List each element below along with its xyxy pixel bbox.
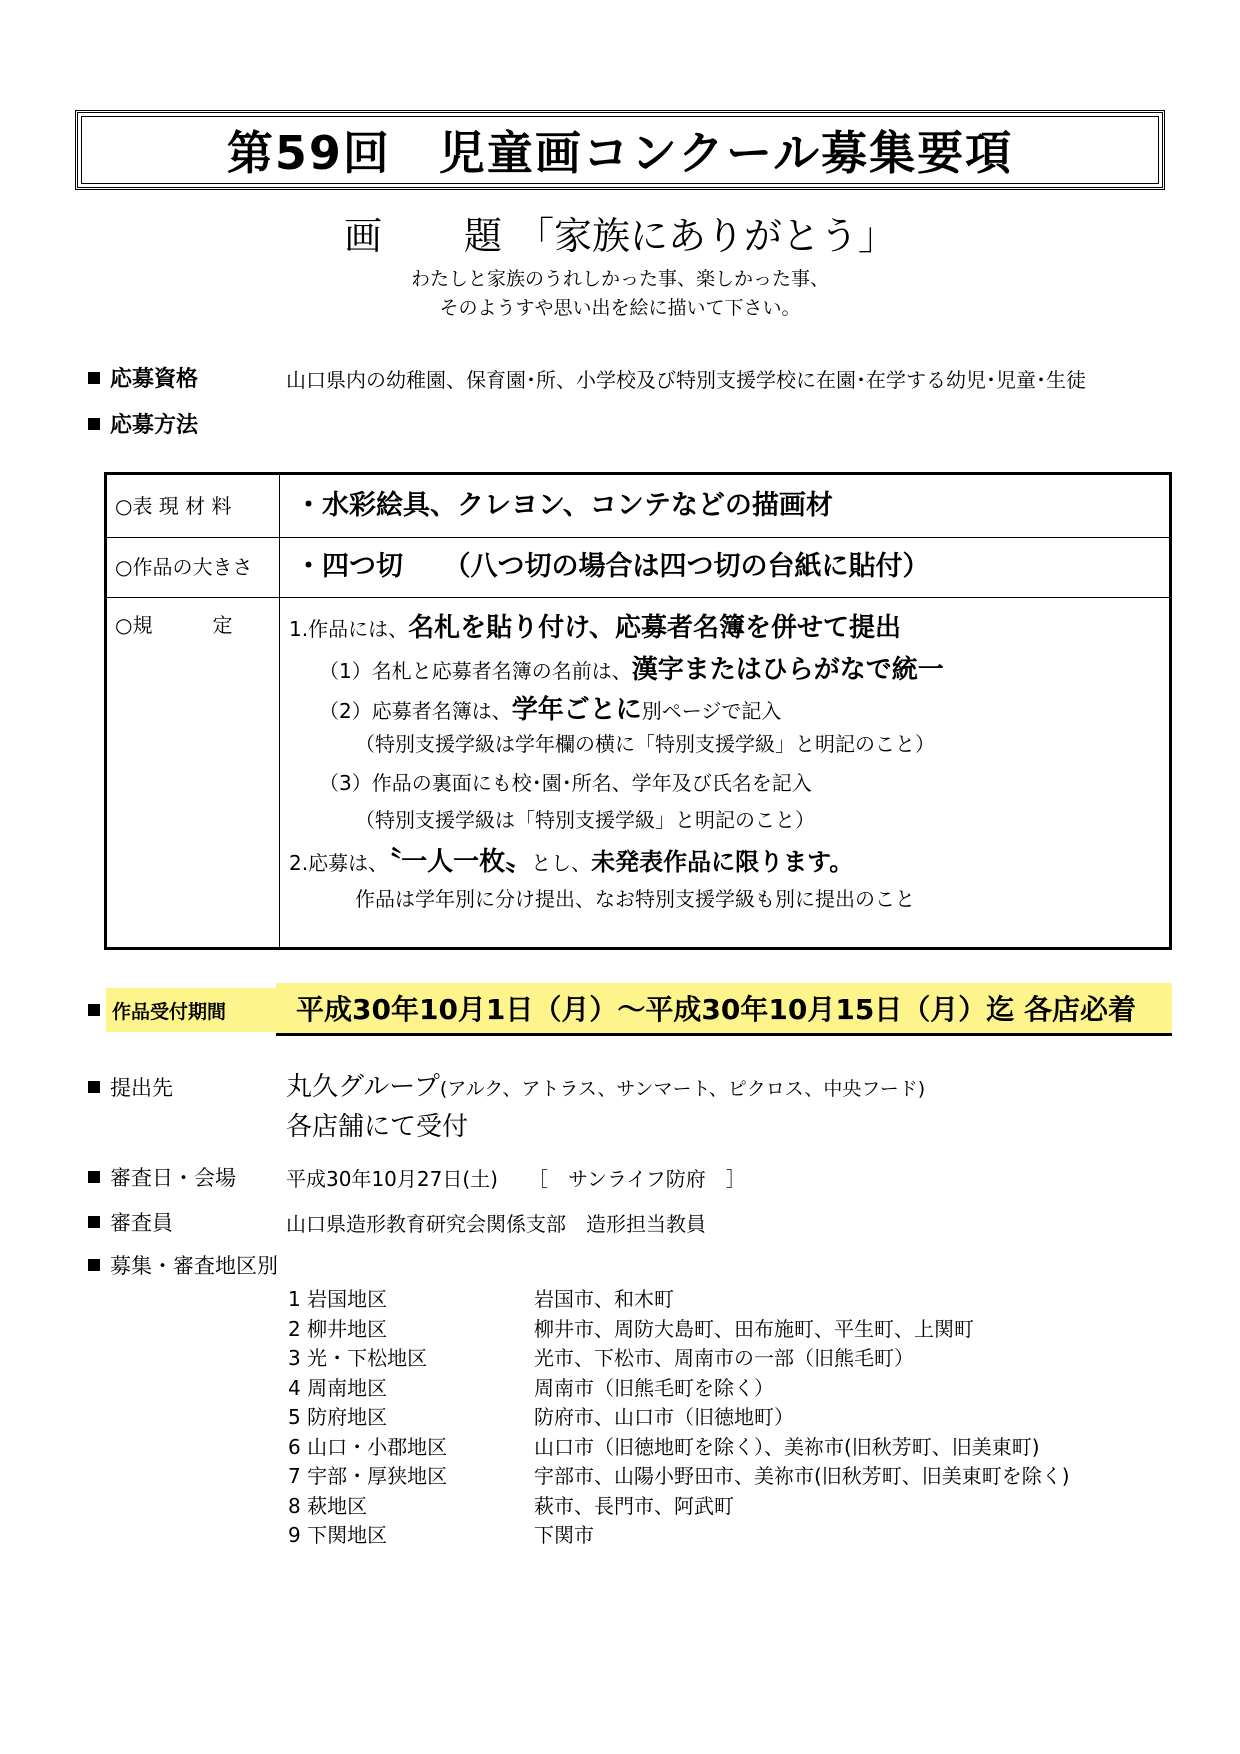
bullet-square-icon — [88, 1259, 100, 1271]
submit-heading — [88, 1072, 173, 1102]
judging-value: 平成30年10月27日(土) ［ サンライフ防府 ］ — [286, 1167, 746, 1191]
district-name: 8 萩地区 — [288, 1493, 368, 1518]
method-label: 応募方法 — [110, 413, 199, 438]
rule-1-1: （1）名札と応募者名簿の名前は、漢字またはひらがなで統一 — [319, 655, 944, 685]
district-area: 宇部市、山陽小野田市、美祢市(旧秋芳町、旧美東町を除く) — [534, 1464, 1070, 1488]
district-name: 5 防府地区 — [288, 1405, 388, 1429]
theme — [0, 205, 1240, 260]
method-table — [104, 472, 1172, 950]
title-box — [75, 110, 1165, 190]
theme-desc-1: わたしと家族のうれしかった事、楽しかった事、 — [410, 268, 829, 290]
district-area: 周南市（旧熊毛町を除く） — [534, 1375, 774, 1400]
district-name: 3 光・下松地区 — [288, 1346, 428, 1370]
rule-1-3-note: （特別支援学級は「特別支援学級」と明記のこと） — [355, 808, 815, 832]
period-underline — [276, 1033, 1172, 1036]
bullet-square-icon — [88, 1004, 100, 1016]
rule-2: 2.応募は、〝一人一枚〟とし、未発表作品に限ります。 — [289, 847, 854, 877]
district-name: 6 山口・小郡地区 — [288, 1434, 448, 1459]
district-name: 4 周南地区 — [288, 1375, 388, 1400]
rule-1-3: （3）作品の裏面にも校･園･所名、学年及び氏名を記入 — [319, 771, 812, 795]
district-area: 光市、下松市、周南市の一部（旧熊毛町） — [534, 1346, 914, 1370]
period-value: 平成30年10月1日（月）～平成30年10月15日（月）迄 各店必着 — [276, 983, 1172, 1033]
bullet-square-icon — [88, 1171, 100, 1183]
rule-1-2-note: （特別支援学級は学年欄の横に「特別支援学級」と明記のこと） — [355, 732, 935, 756]
district-area: 山口市（旧徳地町を除く）、美祢市(旧秋芳町、旧美東町) — [534, 1434, 1040, 1459]
eligibility-label: 応募資格 — [110, 367, 199, 392]
theme-label: 画 題 — [343, 214, 524, 258]
judges-label: 審査員 — [110, 1211, 173, 1235]
theme-desc-2: そのようすや思い出を絵に描いて下さい。 — [439, 297, 801, 319]
judging-label: 審査日・会場 — [110, 1166, 236, 1190]
district-area: 下関市 — [534, 1523, 594, 1547]
size-label: ○作品の大きさ — [107, 537, 280, 597]
submit-value: 丸久グループ(アルク、アトラス、サンマート、ピクロス、中央フード) — [286, 1072, 926, 1102]
method-heading — [88, 408, 198, 439]
district-name: 7 宇部・厚狭地区 — [288, 1464, 448, 1488]
judging-heading — [88, 1162, 236, 1192]
submit-value-line2: 各店舗にて受付 — [286, 1112, 469, 1142]
bullet-square-icon — [88, 372, 100, 384]
page-title: 第59回 児童画コンクール募集要項 — [226, 126, 1014, 180]
district-area: 萩市、長門市、阿武町 — [534, 1493, 734, 1518]
eligibility-value: 山口県内の幼稚園、保育園･所、小学校及び特別支援学校に在園･在学する幼児･児童･生徒 — [286, 368, 1086, 392]
rule-2-note: 作品は学年別に分け提出、なお特別支援学級も別に提出のこと — [355, 887, 915, 911]
district-name: 9 下関地区 — [288, 1523, 388, 1547]
judges-heading — [88, 1207, 173, 1237]
submit-label: 提出先 — [110, 1076, 173, 1100]
table-row — [107, 475, 1169, 538]
rule-1-2: （2）応募者名簿は、学年ごとに別ページで記入 — [319, 695, 782, 725]
bullet-square-icon — [88, 1216, 100, 1228]
bullet-square-icon — [88, 1081, 100, 1093]
eligibility-heading — [88, 362, 198, 393]
theme-value: 「家族にありがとう」 — [516, 214, 897, 258]
table-row — [107, 597, 1169, 947]
districts-label: 募集・審査地区別 — [110, 1254, 278, 1278]
district-name: 2 柳井地区 — [288, 1316, 388, 1341]
district-name: 1 岩国地区 — [288, 1287, 388, 1311]
materials-label: ○表 現 材 料 — [107, 475, 280, 537]
materials-value: ・水彩絵具、クレヨン、コンテなどの描画材 — [295, 490, 833, 521]
judges-value: 山口県造形教育研究会関係支部 造形担当教員 — [286, 1212, 706, 1236]
district-area: 防府市、山口市（旧徳地町） — [534, 1405, 794, 1429]
period-label: 作品受付期間 — [106, 988, 276, 1032]
rules-label: ○規 定 — [107, 597, 280, 947]
district-area: 岩国市、和木町 — [534, 1287, 674, 1311]
rule-1: 1.作品には、名札を貼り付け、応募者名簿を併せて提出 — [289, 613, 902, 643]
districts-heading — [88, 1250, 278, 1280]
table-row — [107, 537, 1169, 598]
size-value: ・四つ切 （八つ切の場合は四つ切の台紙に貼付） — [295, 551, 930, 582]
bullet-square-icon — [88, 418, 100, 430]
district-area: 柳井市、周防大島町、田布施町、平生町、上関町 — [534, 1316, 974, 1341]
